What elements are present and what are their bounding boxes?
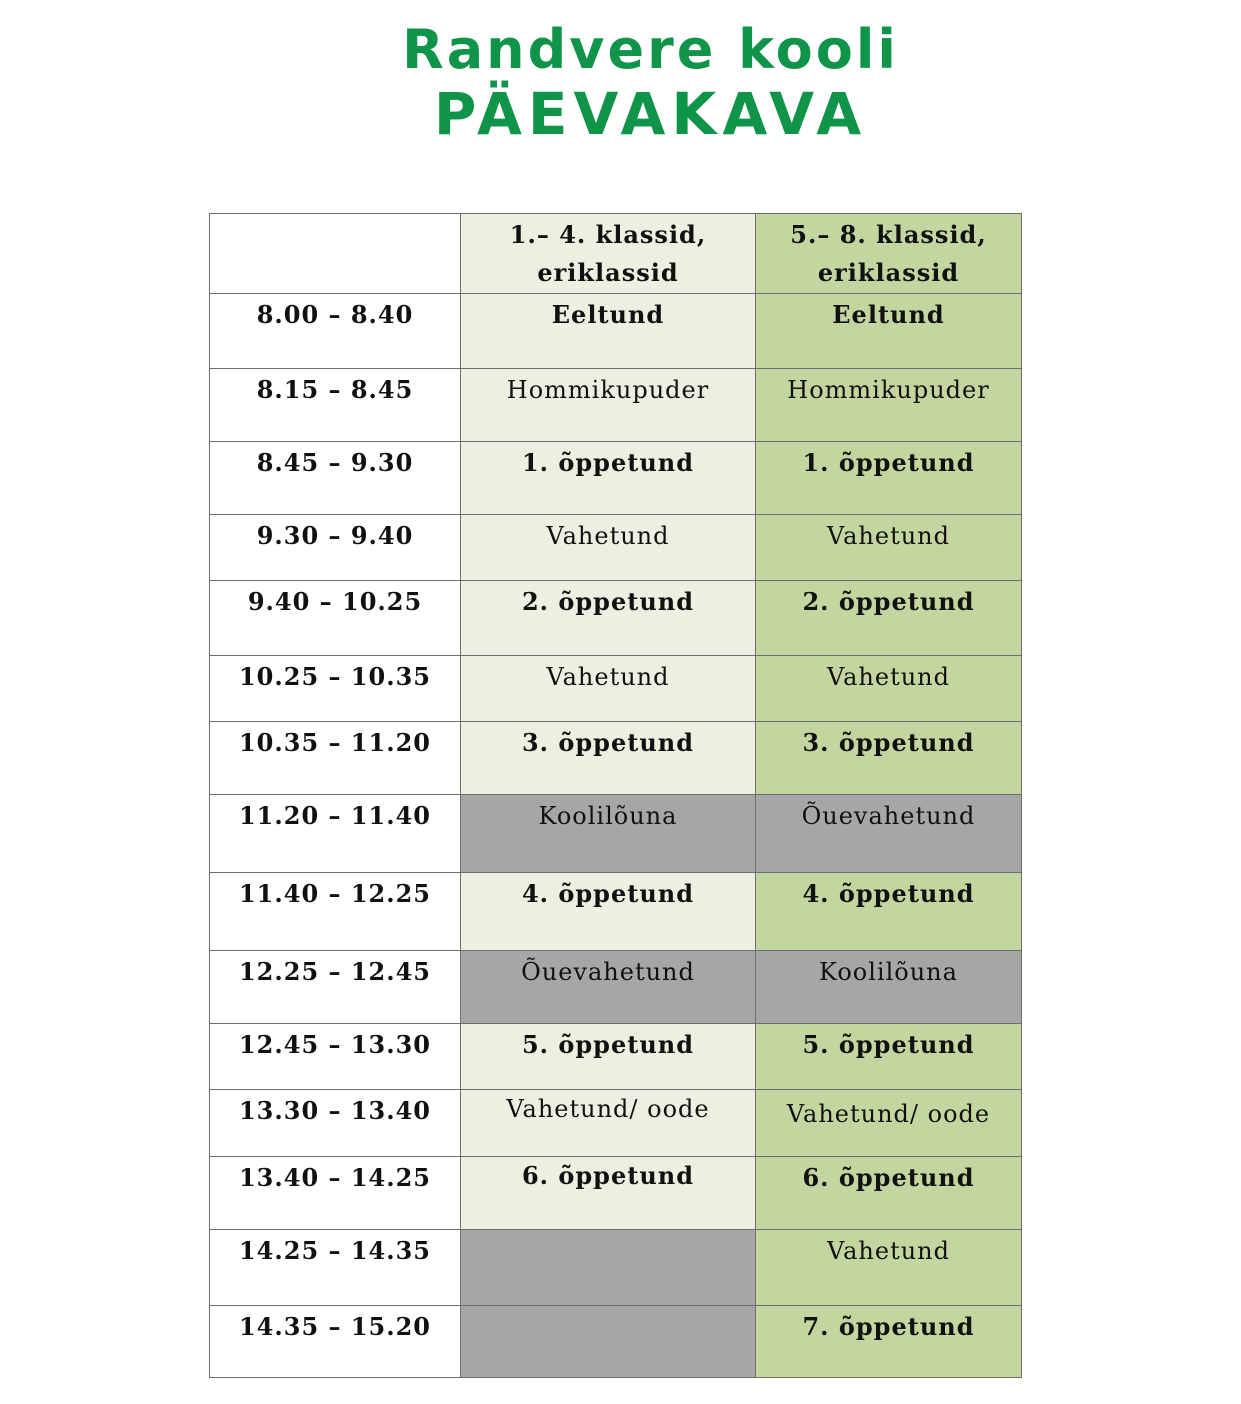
table-row xyxy=(210,1090,1022,1157)
table-row xyxy=(210,1157,1022,1230)
grades-5-8-cell: Koolilõuna xyxy=(756,951,1022,1024)
time-cell: 13.30 – 13.40 xyxy=(210,1090,461,1157)
grades-1-4-cell: Koolilõuna xyxy=(461,795,756,873)
time-cell: 14.35 – 15.20 xyxy=(210,1306,461,1378)
table-row xyxy=(210,656,1022,722)
grades-5-8-cell: Õuevahetund xyxy=(756,795,1022,873)
table-row xyxy=(210,515,1022,581)
grades-1-4-cell: 6. õppetund xyxy=(461,1157,756,1230)
table-row xyxy=(210,369,1022,442)
grades-1-4-cell: Eeltund xyxy=(461,294,756,369)
table-row xyxy=(210,1230,1022,1306)
page-title: Randvere kooli xyxy=(402,18,899,81)
grades-5-8-cell: 5. õppetund xyxy=(756,1024,1022,1090)
grades-1-4-cell: Vahetund/ oode xyxy=(461,1090,756,1157)
grades-5-8-cell: Vahetund xyxy=(756,515,1022,581)
grades-5-8-cell: Vahetund xyxy=(756,656,1022,722)
grades-1-4-cell: Vahetund xyxy=(461,515,756,581)
time-cell: 8.00 – 8.40 xyxy=(210,294,461,369)
grades-5-8-cell: 2. õppetund xyxy=(756,581,1022,656)
grades-5-8-cell: Eeltund xyxy=(756,294,1022,369)
time-cell: 9.40 – 10.25 xyxy=(210,581,461,656)
grades-5-8-cell: Hommikupuder xyxy=(756,369,1022,442)
table-row xyxy=(210,1306,1022,1378)
time-cell: 11.40 – 12.25 xyxy=(210,873,461,951)
grades-1-4-cell: 5. õppetund xyxy=(461,1024,756,1090)
header-cell-grades-5-8: 5.– 8. klassid, eriklassid xyxy=(756,214,1022,294)
header-cell-time xyxy=(210,214,461,294)
table-row xyxy=(210,294,1022,369)
table-row xyxy=(210,951,1022,1024)
table-row xyxy=(210,1024,1022,1090)
table-row xyxy=(210,795,1022,873)
grades-5-8-cell: 4. õppetund xyxy=(756,873,1022,951)
grades-1-4-cell: 4. õppetund xyxy=(461,873,756,951)
time-cell: 12.25 – 12.45 xyxy=(210,951,461,1024)
grades-5-8-cell: Vahetund/ oode xyxy=(756,1090,1022,1157)
grades-1-4-cell xyxy=(461,1230,756,1306)
time-cell: 8.15 – 8.45 xyxy=(210,369,461,442)
grades-1-4-cell: 2. õppetund xyxy=(461,581,756,656)
grades-1-4-cell: 1. õppetund xyxy=(461,442,756,515)
time-cell: 10.35 – 11.20 xyxy=(210,722,461,795)
grades-5-8-cell: Vahetund xyxy=(756,1230,1022,1306)
time-cell: 8.45 – 9.30 xyxy=(210,442,461,515)
grades-1-4-cell xyxy=(461,1306,756,1378)
page-subtitle: PÄEVAKAVA xyxy=(433,80,868,148)
grades-5-8-cell: 7. õppetund xyxy=(756,1306,1022,1378)
time-cell: 13.40 – 14.25 xyxy=(210,1157,461,1230)
table-row xyxy=(210,442,1022,515)
time-cell: 9.30 – 9.40 xyxy=(210,515,461,581)
grades-1-4-cell: 3. õppetund xyxy=(461,722,756,795)
grades-1-4-cell: Hommikupuder xyxy=(461,369,756,442)
table-row xyxy=(210,722,1022,795)
grades-5-8-cell: 3. õppetund xyxy=(756,722,1022,795)
time-cell: 11.20 – 11.40 xyxy=(210,795,461,873)
schedule-table xyxy=(209,213,1022,1378)
time-cell: 14.25 – 14.35 xyxy=(210,1230,461,1306)
table-header-row xyxy=(210,214,1022,294)
grades-1-4-cell: Õuevahetund xyxy=(461,951,756,1024)
grades-5-8-cell: 6. õppetund xyxy=(756,1157,1022,1230)
header-cell-grades-1-4: 1.– 4. klassid, eriklassid xyxy=(461,214,756,294)
time-cell: 12.45 – 13.30 xyxy=(210,1024,461,1090)
grades-1-4-cell: Vahetund xyxy=(461,656,756,722)
table-row xyxy=(210,873,1022,951)
grades-5-8-cell: 1. õppetund xyxy=(756,442,1022,515)
time-cell: 10.25 – 10.35 xyxy=(210,656,461,722)
table-row xyxy=(210,581,1022,656)
